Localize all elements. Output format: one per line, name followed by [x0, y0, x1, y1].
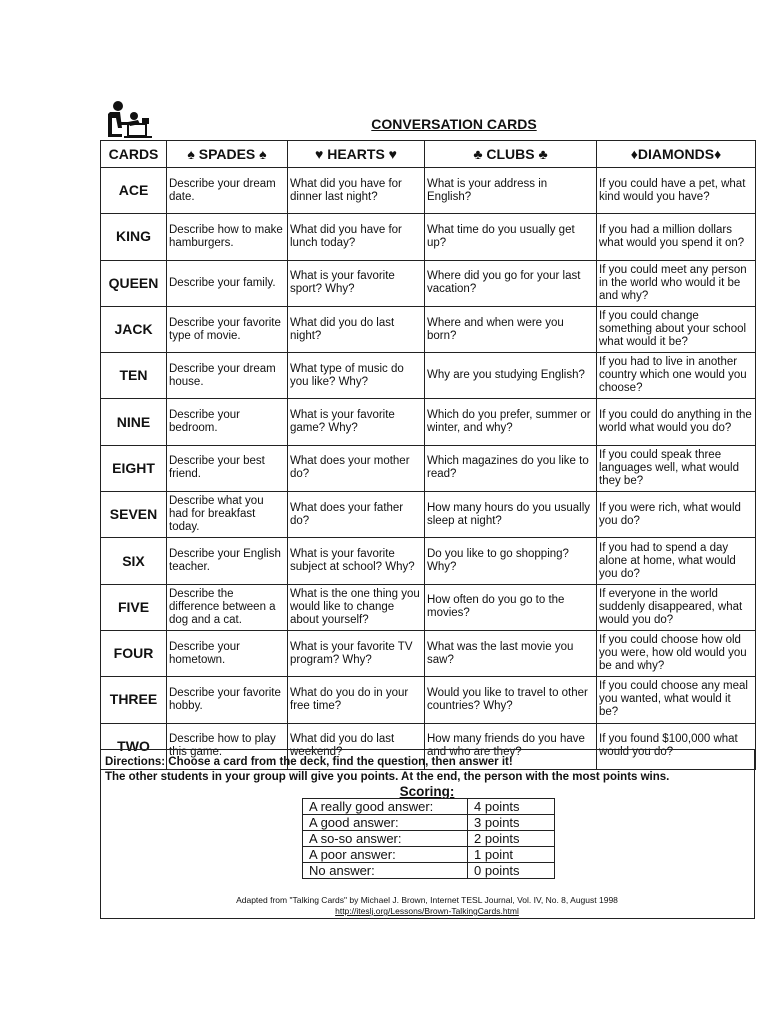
table-row — [101, 492, 756, 538]
clubs-question: Why are you studying English? — [425, 353, 597, 399]
spades-question: Describe your hometown. — [167, 630, 288, 676]
header-diamonds: ♦DIAMONDS♦ — [597, 141, 756, 168]
hearts-question: What is the one thing you would like to change about yourself? — [288, 584, 425, 630]
spades-question: Describe your favorite type of movie. — [167, 306, 288, 352]
card-name: ACE — [101, 168, 167, 214]
scoring-title: Scoring: — [399, 784, 455, 799]
hearts-question: What is your favorite sport? Why? — [288, 260, 425, 306]
card-name: QUEEN — [101, 260, 167, 306]
hearts-question: What is your favorite game? Why? — [288, 399, 425, 445]
diamonds-question: If you had to live in another country which one would you choose? — [597, 353, 756, 399]
spades-question: Describe your English teacher. — [167, 538, 288, 584]
scoring-label: A poor answer: — [303, 847, 468, 863]
scoring-points: 3 points — [468, 815, 555, 831]
scoring-points: 1 point — [468, 847, 555, 863]
table-row — [101, 584, 756, 630]
card-name: TEN — [101, 353, 167, 399]
scoring-row — [303, 863, 555, 879]
header-clubs: ♣ CLUBS ♣ — [425, 141, 597, 168]
diamonds-question: If you could choose how old you were, how old would you be and why? — [597, 630, 756, 676]
scoring-points: 2 points — [468, 831, 555, 847]
diamonds-question: If you could speak three languages well, what would they be? — [597, 445, 756, 491]
scoring-points: 4 points — [468, 799, 555, 815]
table-row — [101, 214, 756, 260]
directions-box — [100, 749, 755, 919]
header-hearts: ♥ HEARTS ♥ — [288, 141, 425, 168]
hearts-question: What does your mother do? — [288, 445, 425, 491]
card-name: TWO — [101, 723, 167, 769]
directions-line-1: Directions: Choose a card from the deck, find the question, then answer it! — [105, 756, 513, 768]
hearts-question: What did you have for lunch today? — [288, 214, 425, 260]
spades-question: Describe your bedroom. — [167, 399, 288, 445]
diamonds-question: If you could meet any person in the world who would it be and why? — [597, 260, 756, 306]
spades-question: Describe the difference between a dog and a cat. — [167, 584, 288, 630]
clubs-question: Which do you prefer, summer or winter, and why? — [425, 399, 597, 445]
hearts-question: What type of music do you like? Why? — [288, 353, 425, 399]
conversation-cards-table — [100, 140, 756, 770]
spades-question: Describe your family. — [167, 260, 288, 306]
scoring-label: No answer: — [303, 863, 468, 879]
diamonds-question: If you could do anything in the world what would you do? — [597, 399, 756, 445]
clubs-question: What is your address in English? — [425, 168, 597, 214]
credit-text — [101, 895, 753, 917]
scoring-label: A really good answer: — [303, 799, 468, 815]
clubs-question: Which magazines do you like to read? — [425, 445, 597, 491]
scoring-row — [303, 815, 555, 831]
card-name: THREE — [101, 677, 167, 723]
clubs-question: How many hours do you usually sleep at night? — [425, 492, 597, 538]
card-name: KING — [101, 214, 167, 260]
diamonds-question: If everyone in the world suddenly disappeared, what would you do? — [597, 584, 756, 630]
hearts-question: What is your favorite subject at school? Why? — [288, 538, 425, 584]
table-row — [101, 260, 756, 306]
table-row — [101, 445, 756, 491]
scoring-label: A so-so answer: — [303, 831, 468, 847]
diamonds-question: If you could choose any meal you wanted, what would it be? — [597, 677, 756, 723]
scoring-row — [303, 799, 555, 815]
diamonds-question: If you had a million dollars what would you spend it on? — [597, 214, 756, 260]
clubs-question: How many friends do you have and who are they? — [425, 723, 597, 769]
scoring-label: A good answer: — [303, 815, 468, 831]
hearts-question: What did you do last night? — [288, 306, 425, 352]
diamonds-question: If you were rich, what would you do? — [597, 492, 756, 538]
spades-question: Describe your dream house. — [167, 353, 288, 399]
directions-text — [105, 755, 750, 785]
hearts-question: What does your father do? — [288, 492, 425, 538]
card-name: EIGHT — [101, 445, 167, 491]
clubs-question: Do you like to go shopping? Why? — [425, 538, 597, 584]
header-cards: CARDS — [101, 141, 167, 168]
card-name: NINE — [101, 399, 167, 445]
diamonds-question: If you had to spend a day alone at home, what would you do? — [597, 538, 756, 584]
scoring-row — [303, 831, 555, 847]
diamonds-question: If you could have a pet, what kind would you have? — [597, 168, 756, 214]
table-row — [101, 630, 756, 676]
diamonds-question: If you could change something about your school what would it be? — [597, 306, 756, 352]
clubs-question: Where did you go for your last vacation? — [425, 260, 597, 306]
spades-question: Describe your best friend. — [167, 445, 288, 491]
credit-line: Adapted from "Talking Cards" by Michael J. Brown, Internet TESL Journal, Vol. IV, No. 8, August 1998 — [236, 895, 618, 905]
diamonds-question: If you found $100,000 what would you do? — [597, 723, 756, 769]
spades-question: Describe your dream date. — [167, 168, 288, 214]
table-row — [101, 353, 756, 399]
card-name: SIX — [101, 538, 167, 584]
hearts-question: What is your favorite TV program? Why? — [288, 630, 425, 676]
card-name: FIVE — [101, 584, 167, 630]
header-spades: ♠ SPADES ♠ — [167, 141, 288, 168]
spades-question: Describe how to play this game. — [167, 723, 288, 769]
clubs-question: Would you like to travel to other countries? Why? — [425, 677, 597, 723]
hearts-question: What did you do last weekend? — [288, 723, 425, 769]
clubs-question: What time do you usually get up? — [425, 214, 597, 260]
card-name: SEVEN — [101, 492, 167, 538]
card-name: FOUR — [101, 630, 167, 676]
hearts-question: What did you have for dinner last night? — [288, 168, 425, 214]
spades-question: Describe your favorite hobby. — [167, 677, 288, 723]
table-row — [101, 538, 756, 584]
table-row — [101, 168, 756, 214]
scoring-row — [303, 847, 555, 863]
spades-question: Describe what you had for breakfast today. — [167, 492, 288, 538]
hearts-question: What do you do in your free time? — [288, 677, 425, 723]
scoring-points: 0 points — [468, 863, 555, 879]
table-row — [101, 399, 756, 445]
clubs-question: What was the last movie you saw? — [425, 630, 597, 676]
clubs-question: How often do you go to the movies? — [425, 584, 597, 630]
directions-line-2: The other students in your group will give you points. At the end, the person with the most points wins. — [105, 771, 670, 783]
page-title: CONVERSATION CARDS — [371, 116, 537, 132]
table-row — [101, 306, 756, 352]
header-row — [101, 141, 756, 168]
card-name: JACK — [101, 306, 167, 352]
scoring-table — [302, 798, 555, 879]
table-row — [101, 677, 756, 723]
spades-question: Describe how to make hamburgers. — [167, 214, 288, 260]
clubs-question: Where and when were you born? — [425, 306, 597, 352]
credit-link[interactable]: http://iteslj.org/Lessons/Brown-TalkingCards.html — [335, 906, 519, 916]
